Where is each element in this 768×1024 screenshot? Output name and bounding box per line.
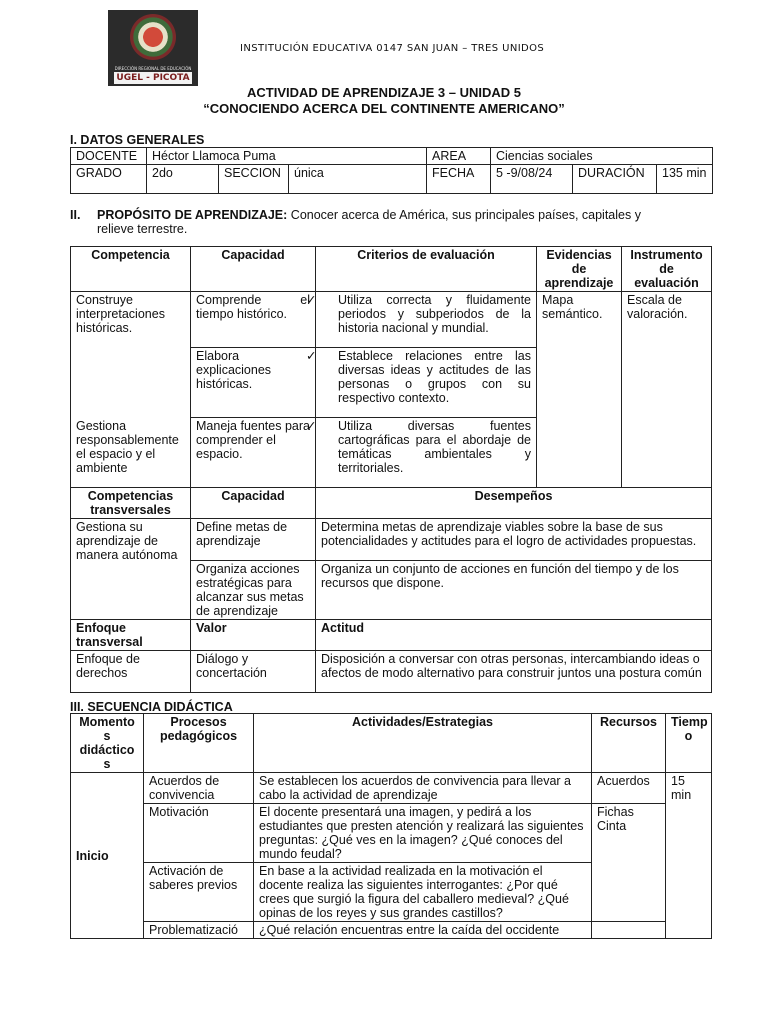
header-competencia: Competencia bbox=[71, 247, 191, 292]
proceso-saberes: Activación de saberes previos bbox=[144, 863, 254, 922]
docente-value: Héctor Llamoca Puma bbox=[147, 148, 427, 165]
ugel-logo bbox=[108, 10, 198, 86]
fecha-label: FECHA bbox=[427, 165, 491, 194]
criterio-2 bbox=[316, 348, 537, 418]
recurso-motivacion: Fichas Cinta bbox=[592, 804, 666, 922]
recurso-problematizacion bbox=[592, 922, 666, 939]
actividad-saberes: En base a la actividad realizada en la motivación el docente realiza las siguientes interrogantes: ¿Por qué crees que surgió la figura del caballero medieval? ¿Qué opinas de los reyes y sus grandes castillos? bbox=[254, 863, 592, 922]
coat-of-arms-icon bbox=[130, 14, 176, 60]
criterio-3-text: Utiliza diversas fuentes cartográficas para el abordaje de temáticas ambientales y territoriales. bbox=[338, 419, 531, 475]
capacidad-1: Comprende el tiempo histórico. bbox=[191, 292, 316, 348]
area-value: Ciencias sociales bbox=[491, 148, 713, 165]
proposito-paragraph bbox=[97, 208, 697, 236]
momento-inicio: Inicio bbox=[71, 773, 144, 939]
actividad-problematizacion: ¿Qué relación encuentras entre la caída del occidente bbox=[254, 922, 592, 939]
secuencia-table bbox=[70, 713, 712, 939]
header-enfoque: Enfoque transversal bbox=[71, 620, 191, 651]
proposito-text-2: relieve terrestre. bbox=[97, 222, 188, 236]
grado-value: 2do bbox=[147, 165, 219, 194]
criterio-1 bbox=[316, 292, 537, 348]
header-instrumento: Instrumento de evaluación bbox=[622, 247, 712, 292]
competencias-table bbox=[70, 246, 712, 693]
tiempo-inicio: 15 min bbox=[666, 773, 712, 939]
check-icon bbox=[322, 349, 338, 363]
header-valor: Valor bbox=[191, 620, 316, 651]
fecha-value: 5 -9/08/24 bbox=[491, 165, 573, 194]
proceso-problematizacion: Problematizació bbox=[144, 922, 254, 939]
header-actividades: Actividades/Estrategias bbox=[254, 714, 592, 773]
instrumento: Escala de valoración. bbox=[622, 292, 712, 488]
header-desempenos: Desempeños bbox=[316, 488, 712, 519]
trans-competencia: Gestiona su aprendizaje de manera autónoma bbox=[71, 519, 191, 620]
section-number-proposito: II. bbox=[70, 208, 81, 222]
trans-capacidad-2: Organiza acciones estratégicas para alcanzar sus metas de aprendizaje bbox=[191, 561, 316, 620]
competencia-2: Gestiona responsablemente el espacio y el ambiente bbox=[71, 418, 191, 488]
proceso-acuerdos: Acuerdos de convivencia bbox=[144, 773, 254, 804]
seccion-value: única bbox=[289, 165, 427, 194]
page-title: ACTIVIDAD DE APRENDIZAJE 3 – UNIDAD 5 bbox=[246, 85, 521, 100]
duracion-value: 135 min bbox=[657, 165, 713, 194]
competencia-1: Construye interpretaciones históricas. bbox=[71, 292, 191, 418]
enfoque-actitud: Disposición a conversar con otras personas, intercambiando ideas o afectos de modo alternativo para construir juntos una postura común bbox=[316, 651, 712, 693]
capacidad-3: Maneja fuentes para comprender el espacio. bbox=[191, 418, 316, 488]
actividad-acuerdos: Se establecen los acuerdos de convivencia para llevar a cabo la actividad de aprendizaje bbox=[254, 773, 592, 804]
enfoque-valor: Diálogo y concertación bbox=[191, 651, 316, 693]
institution-name: INSTITUCIÓN EDUCATIVA 0147 SAN JUAN – TRES UNIDOS bbox=[240, 43, 545, 54]
header-capacidad: Capacidad bbox=[191, 247, 316, 292]
section-heading-datos: I. DATOS GENERALES bbox=[70, 133, 205, 147]
trans-desempeno-2: Organiza un conjunto de acciones en función del tiempo y de los recursos que dispone. bbox=[316, 561, 712, 620]
area-label: AREA bbox=[427, 148, 491, 165]
proposito-label: PROPÓSITO DE APRENDIZAJE: bbox=[97, 208, 288, 222]
capacidad-2: Elabora explicaciones históricas. bbox=[191, 348, 316, 418]
check-icon bbox=[322, 419, 338, 433]
grado-label: GRADO bbox=[71, 165, 147, 194]
evidencia: Mapa semántico. bbox=[537, 292, 622, 488]
proposito-text: Conocer acerca de América, sus principales países, capitales y bbox=[287, 208, 641, 222]
datos-table bbox=[70, 147, 713, 194]
header-criterios: Criterios de evaluación bbox=[316, 247, 537, 292]
header-trans-capacidad: Capacidad bbox=[191, 488, 316, 519]
actividad-motivacion: El docente presentará una imagen, y pedirá a los estudiantes que presten atención y realizará las siguientes preguntas: ¿Qué ves en la imagen? ¿Qué conoces del mundo feudal? bbox=[254, 804, 592, 863]
header-evidencias: Evidencias de aprendizaje bbox=[537, 247, 622, 292]
logo-subtitle: DIRECCIÓN REGIONAL DE EDUCACIÓN bbox=[114, 66, 192, 71]
header-procesos: Procesos pedagógicos bbox=[144, 714, 254, 773]
header-momentos: Momento s didáctico s bbox=[71, 714, 144, 773]
criterio-3 bbox=[316, 418, 537, 488]
header-recursos: Recursos bbox=[592, 714, 666, 773]
logo-text: UGEL - PICOTA bbox=[114, 72, 192, 84]
seccion-label: SECCION bbox=[219, 165, 289, 194]
check-icon bbox=[322, 293, 338, 307]
header-tiempo: Tiemp o bbox=[666, 714, 712, 773]
trans-capacidad-1: Define metas de aprendizaje bbox=[191, 519, 316, 561]
criterio-2-text: Establece relaciones entre las diversas ideas y actitudes de las personas o grupos con su respectivo contexto. bbox=[338, 349, 531, 405]
enfoque-name: Enfoque de derechos bbox=[71, 651, 191, 693]
page-subtitle: “CONOCIENDO ACERCA DEL CONTINENTE AMERICANO” bbox=[203, 101, 565, 116]
header-actitud: Actitud bbox=[316, 620, 712, 651]
proceso-motivacion: Motivación bbox=[144, 804, 254, 863]
section-heading-secuencia: III. SECUENCIA DIDÁCTICA bbox=[70, 700, 233, 714]
trans-desempeno-1: Determina metas de aprendizaje viables sobre la base de sus potencialidades y actitudes para el logro de actividades propuestas. bbox=[316, 519, 712, 561]
header-competencias-transversales: Competencias transversales bbox=[71, 488, 191, 519]
criterio-1-text: Utiliza correcta y fluidamente periodos y subperiodos de la historia nacional y mundial. bbox=[338, 293, 531, 335]
duracion-label: DURACIÓN bbox=[573, 165, 657, 194]
recurso-acuerdos: Acuerdos bbox=[592, 773, 666, 804]
docente-label: DOCENTE bbox=[71, 148, 147, 165]
